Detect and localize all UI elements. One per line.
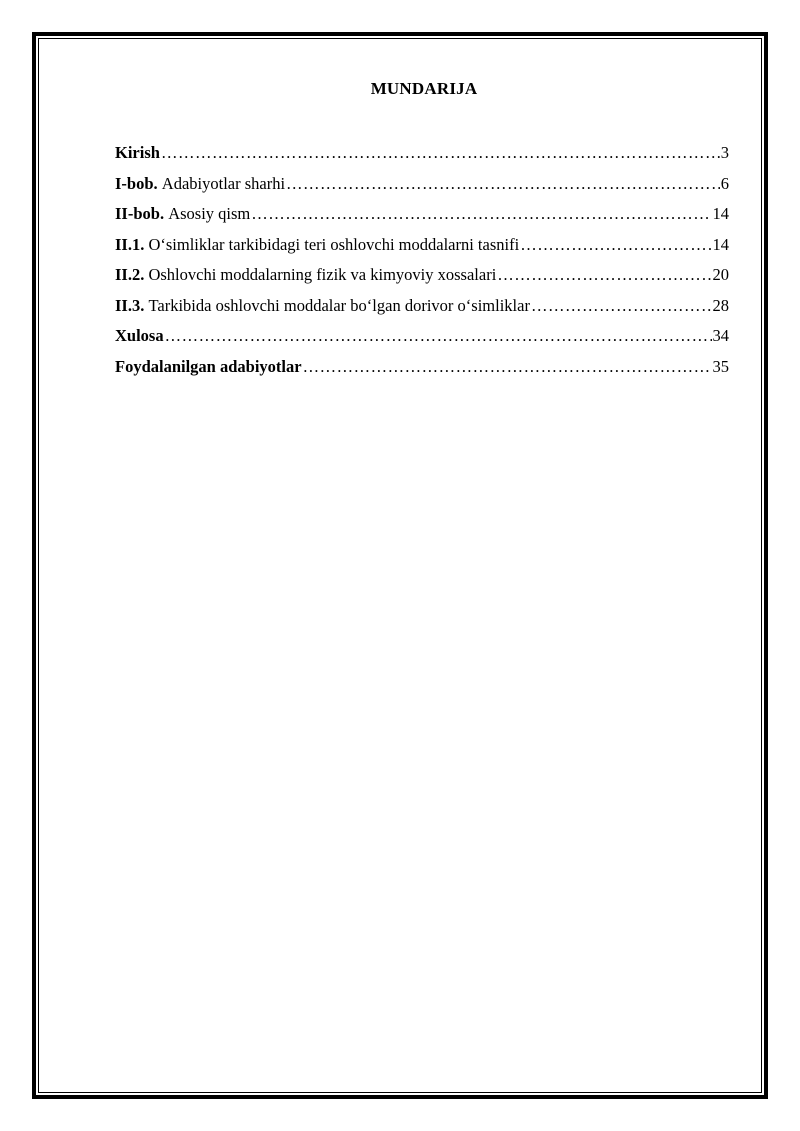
toc-entry-ii-1[interactable]	[115, 235, 729, 266]
toc-entry-number: II.2.	[115, 265, 145, 284]
toc-dot-leader	[303, 357, 712, 377]
toc-entry-label: Adabiyotlar sharhi	[161, 173, 286, 193]
toc-entry-label: Foydalanilgan adabiyotlar	[115, 356, 302, 376]
toc-entry-number: II.3.	[115, 295, 145, 315]
toc-entry-xulosa[interactable]	[115, 326, 729, 357]
toc-entry-page: 35	[712, 356, 729, 376]
toc-dot-leader	[286, 174, 720, 194]
toc-dot-leader	[497, 265, 711, 285]
toc-entry-label: Kirish	[115, 143, 160, 162]
toc-entry-page: 6	[720, 173, 729, 193]
toc-entry-ii-bob[interactable]	[115, 204, 729, 235]
toc-entry-label: Tarkibida oshlovchi moddalar bo‘lgan dorivor o‘simliklar	[148, 295, 530, 315]
toc-dot-leader	[531, 296, 712, 316]
toc-entry-page: 3	[720, 143, 729, 162]
toc-entry-number: II-bob.	[115, 204, 165, 223]
toc-entry-label: Asosiy qism	[168, 204, 251, 223]
toc-entry-page: 34	[712, 326, 729, 345]
toc-entry-number: II.1.	[115, 234, 145, 254]
toc-entry-ii-3[interactable]	[115, 296, 729, 327]
toc-entry-label: O‘simliklar tarkibidagi teri oshlovchi moddalarni tasnifi	[148, 234, 520, 254]
table-of-contents	[115, 143, 729, 387]
toc-entry-page: 20	[712, 265, 729, 284]
toc-dot-leader	[520, 235, 711, 255]
toc-entry-page: 14	[712, 204, 729, 223]
toc-entry-foydalanilgan-adabiyotlar[interactable]	[115, 357, 729, 388]
toc-entry-page: 14	[712, 234, 729, 254]
toc-entry-kirish[interactable]	[115, 143, 729, 174]
toc-entry-i-bob[interactable]	[115, 174, 729, 205]
toc-entry-label: Oshlovchi moddalarning fizik va kimyoviy xossalari	[148, 265, 497, 284]
toc-entry-number: I-bob.	[115, 173, 158, 193]
toc-entry-label: Xulosa	[115, 326, 164, 345]
toc-dot-leader	[161, 143, 720, 163]
document-title: MUNDARIJA	[370, 79, 478, 98]
toc-dot-leader	[251, 204, 711, 224]
toc-entry-ii-2[interactable]	[115, 265, 729, 296]
toc-dot-leader	[165, 326, 712, 346]
toc-entry-page: 28	[712, 295, 729, 315]
